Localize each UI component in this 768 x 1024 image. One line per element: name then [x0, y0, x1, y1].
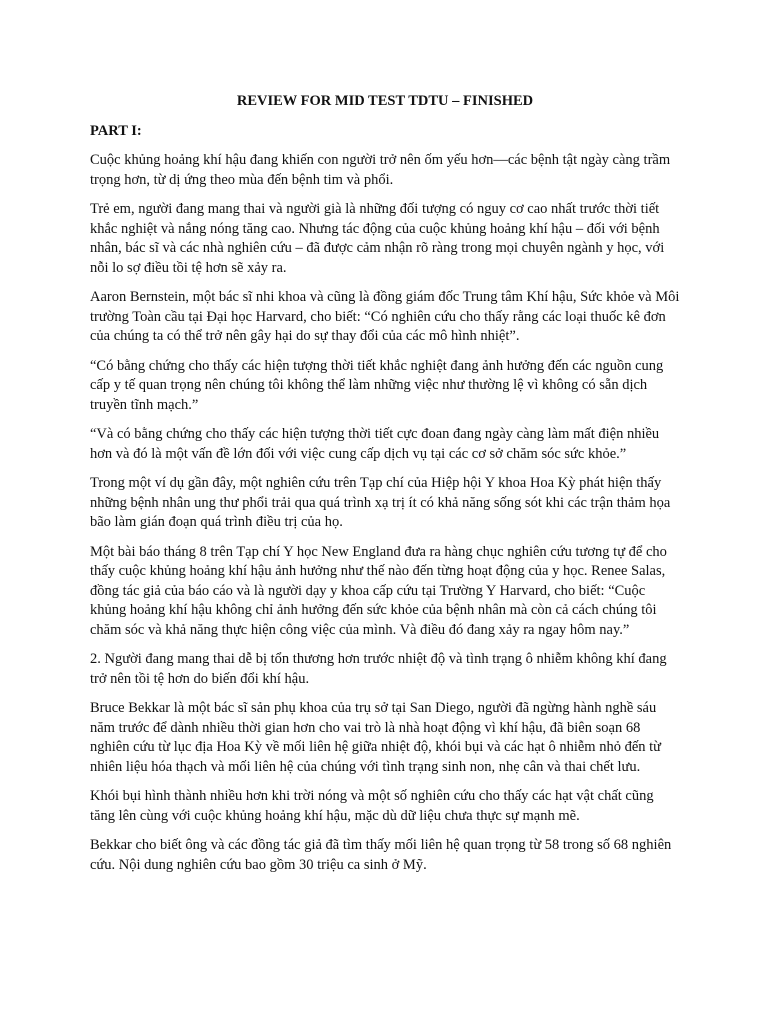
document-title: REVIEW FOR MID TEST TDTU – FINISHED	[236, 93, 534, 109]
paragraph-2: Trẻ em, người đang mang thai và người già là những đối tượng có nguy cơ cao nhất trước thời tiết khắc nghiệt và nắng nóng tăng cao. Nhưng tác động của cuộc khủng hoảng khí hậu – đối với bệnh nhân, bác sĩ và các nhà nghiên cứu – đã được cảm nhận rõ ràng trong mọi chuyên ngành y học, với nỗi lo sợ điều tồi tệ hơn sẽ xảy ra.	[90, 201, 665, 276]
paragraph-10: Khói bụi hình thành nhiều hơn khi trời nóng và một số nghiên cứu cho thấy các hạt vật chất cũng tăng lên cùng với cuộc khủng hoảng khí hậu, mặc dù dữ liệu chưa thực sự mạnh mẽ.	[90, 788, 654, 824]
paragraph-1: Cuộc khủng hoảng khí hậu đang khiến con người trở nên ốm yếu hơn—các bệnh tật ngày càng trầm trọng hơn, từ dị ứng theo mùa đến bệnh tim và phổi.	[90, 152, 671, 188]
paragraph-3: Aaron Bernstein, một bác sĩ nhi khoa và cũng là đồng giám đốc Trung tâm Khí hậu, Sức khỏe và Môi trường Toàn cầu tại Đại học Harvard, cho biết: “Có nghiên cứu cho thấy rằng các loại thuốc kê đơn của chúng ta có thể trở nên gây hại do sự thay đổi của các mô hình nhiệt”.	[90, 289, 680, 344]
paragraph-4: “Có bằng chứng cho thấy các hiện tượng thời tiết khắc nghiệt đang ảnh hưởng đến các nguồn cung cấp y tế quan trọng nên chúng tôi không thể làm những việc như thường lệ vì không có sẵn dịch truyền tĩnh mạch.”	[90, 357, 664, 413]
paragraph-8: 2. Người đang mang thai dễ bị tổn thương hơn trước nhiệt độ và tình trạng ô nhiễm không khí đang trở nên tồi tệ hơn do biến đổi khí hậu.	[90, 651, 667, 687]
paragraph-5: “Và có bằng chứng cho thấy các hiện tượng thời tiết cực đoan đang ngày càng làm mất điện nhiều hơn và đó là một vấn đề lớn đối với việc cung cấp dịch vụ tại các cơ sở chăm sóc sức khỏe.”	[90, 426, 660, 462]
paragraph-9: Bruce Bekkar là một bác sĩ sản phụ khoa của trụ sở tại San Diego, người đã ngừng hành nghề sáu năm trước để dành nhiều thời gian hơn cho vai trò là nhà hoạt động vì khí hậu, đã biên soạn 68 nghiên cứu từ lục địa Hoa Kỳ về mối liên hệ giữa nhiệt độ, khói bụi và các hạt ô nhiễm nhỏ đến từ nhiên liệu hóa thạch và mối liên hệ của chúng với tình trạng sinh non, nhẹ cân và thai chết lưu.	[90, 700, 662, 775]
paragraph-7: Một bài báo tháng 8 trên Tạp chí Y học New England đưa ra hàng chục nghiên cứu tương tự để cho thấy cuộc khủng hoảng khí hậu ảnh hưởng như thế nào đến từng hoạt động của y học. Renee Salas, đồng tác giả của báo cáo và là người dạy y khoa cấp cứu tại Trường Y Harvard, cho biết: “Cuộc khủng hoảng khí hậu không chỉ ảnh hưởng đến sức khỏe của bệnh nhân mà còn cả cách chúng tôi chăm sóc và khả năng thực hiện công việc của mình. Và điều đó đang xảy ra ngay hôm nay.”	[90, 543, 667, 638]
paragraph-6: Trong một ví dụ gần đây, một nghiên cứu trên Tạp chí của Hiệp hội Y khoa Hoa Kỳ phát hiện thấy những bệnh nhân ung thư phổi trải qua quá trình xạ trị ít có khả năng sống sót khi các trận thảm họa bão làm gián đoạn quá trình điều trị của họ.	[90, 475, 671, 530]
paragraph-11: Bekkar cho biết ông và các đồng tác giả đã tìm thấy mối liên hệ quan trọng từ 58 trong số 68 nghiên cứu. Nội dung nghiên cứu bao gồm 30 triệu ca sinh ở Mỹ.	[90, 837, 672, 873]
document-page	[90, 92, 680, 885]
part-heading: PART I:	[90, 122, 142, 139]
